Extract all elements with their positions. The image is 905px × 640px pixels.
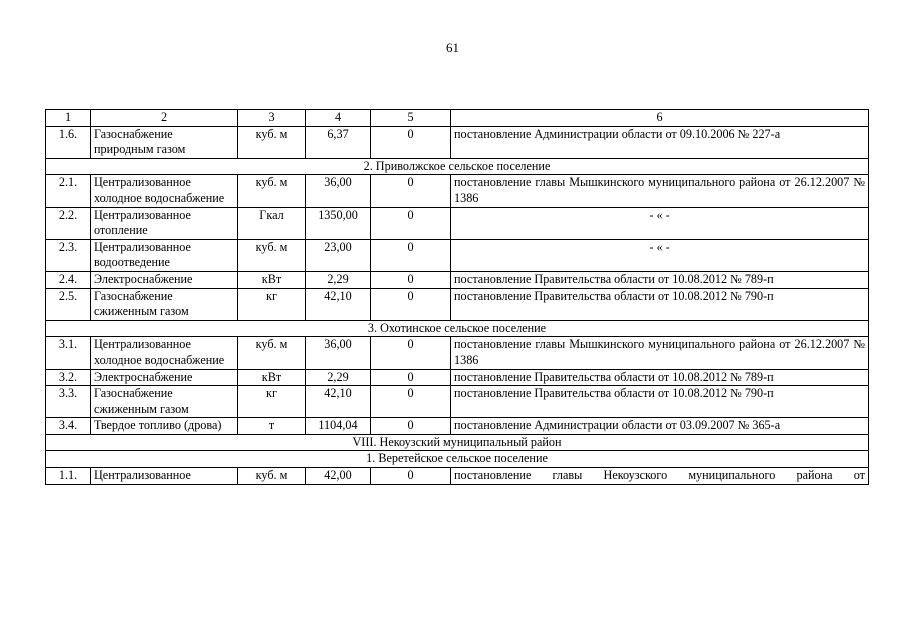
col5-cell: 0 — [371, 337, 451, 369]
col5-cell: 0 — [371, 288, 451, 320]
service-name-cell: Электроснабжение — [91, 369, 238, 386]
value-cell: 6,37 — [306, 126, 371, 158]
table-row — [46, 207, 869, 239]
value-cell: 1104,04 — [306, 418, 371, 435]
section-title: 1. Веретейское сельское поселение — [46, 451, 869, 468]
service-name-cell: Централизованное холодное водоснабжение — [91, 337, 238, 369]
row-number-cell: 2.4. — [46, 271, 91, 288]
col5-cell: 0 — [371, 239, 451, 271]
row-number-cell: 3.1. — [46, 337, 91, 369]
section-row — [46, 320, 869, 337]
unit-cell: Гкал — [238, 207, 306, 239]
unit-cell: куб. м — [238, 126, 306, 158]
section-row — [46, 158, 869, 175]
document-cell: постановление главы Мышкинского муниципального района от 26.12.2007 № 1386 — [451, 337, 869, 369]
section-title: 2. Приволжское сельское поселение — [46, 158, 869, 175]
service-name-cell: Газоснабжение сжиженным газом — [91, 386, 238, 418]
value-cell: 36,00 — [306, 337, 371, 369]
section-row — [46, 451, 869, 468]
header-cell: 6 — [451, 110, 869, 127]
value-cell: 42,00 — [306, 468, 371, 485]
header-cell: 1 — [46, 110, 91, 127]
row-number-cell: 2.3. — [46, 239, 91, 271]
table-row — [46, 337, 869, 369]
table-row — [46, 418, 869, 435]
unit-cell: куб. м — [238, 239, 306, 271]
unit-cell: кг — [238, 288, 306, 320]
tariff-table — [45, 109, 869, 485]
table-header-row — [46, 110, 869, 127]
table-row — [46, 369, 869, 386]
table-row — [46, 175, 869, 207]
value-cell: 42,10 — [306, 288, 371, 320]
unit-cell: куб. м — [238, 337, 306, 369]
row-number-cell: 2.1. — [46, 175, 91, 207]
document-cell: постановление главы Некоузского муниципального района от — [451, 468, 869, 485]
service-name-cell: Централизованное отопление — [91, 207, 238, 239]
col5-cell: 0 — [371, 386, 451, 418]
row-number-cell: 1.6. — [46, 126, 91, 158]
document-cell: постановление Правительства области от 10.08.2012 № 790-п — [451, 288, 869, 320]
header-cell: 4 — [306, 110, 371, 127]
service-name-cell: Централизованное — [91, 468, 238, 485]
document-cell: постановление Правительства области от 10.08.2012 № 789-п — [451, 369, 869, 386]
col5-cell: 0 — [371, 369, 451, 386]
document-cell: - « - — [451, 207, 869, 239]
unit-cell: кВт — [238, 271, 306, 288]
header-cell: 5 — [371, 110, 451, 127]
document-cell: - « - — [451, 239, 869, 271]
row-number-cell: 3.4. — [46, 418, 91, 435]
document-cell: постановление Правительства области от 10.08.2012 № 790-п — [451, 386, 869, 418]
value-cell: 36,00 — [306, 175, 371, 207]
document-cell: постановление Администрации области от 03.09.2007 № 365-а — [451, 418, 869, 435]
col5-cell: 0 — [371, 271, 451, 288]
col5-cell: 0 — [371, 126, 451, 158]
service-name-cell: Электроснабжение — [91, 271, 238, 288]
service-name-cell: Газоснабжение сжиженным газом — [91, 288, 238, 320]
document-cell: постановление Администрации области от 09.10.2006 № 227-а — [451, 126, 869, 158]
unit-cell: куб. м — [238, 468, 306, 485]
service-name-cell: Газоснабжение природным газом — [91, 126, 238, 158]
row-number-cell: 3.3. — [46, 386, 91, 418]
table-row — [46, 271, 869, 288]
value-cell: 1350,00 — [306, 207, 371, 239]
service-name-cell: Централизованное холодное водоснабжение — [91, 175, 238, 207]
value-cell: 42,10 — [306, 386, 371, 418]
table-row — [46, 239, 869, 271]
col5-cell: 0 — [371, 207, 451, 239]
row-number-cell: 3.2. — [46, 369, 91, 386]
unit-cell: кВт — [238, 369, 306, 386]
col5-cell: 0 — [371, 175, 451, 207]
value-cell: 2,29 — [306, 271, 371, 288]
document-cell: постановление Правительства области от 10.08.2012 № 789-п — [451, 271, 869, 288]
unit-cell: кг — [238, 386, 306, 418]
table-row — [46, 468, 869, 485]
row-number-cell: 1.1. — [46, 468, 91, 485]
service-name-cell: Централизованное водоотведение — [91, 239, 238, 271]
row-number-cell: 2.5. — [46, 288, 91, 320]
section-row — [46, 434, 869, 451]
section-title: VIII. Некоузский муниципальный район — [46, 434, 869, 451]
row-number-cell: 2.2. — [46, 207, 91, 239]
table-row — [46, 288, 869, 320]
section-title: 3. Охотинское сельское поселение — [46, 320, 869, 337]
col5-cell: 0 — [371, 468, 451, 485]
value-cell: 2,29 — [306, 369, 371, 386]
table-row — [46, 386, 869, 418]
table-body — [46, 110, 869, 485]
document-cell: постановление главы Мышкинского муниципального района от 26.12.2007 № 1386 — [451, 175, 869, 207]
table-row — [46, 126, 869, 158]
unit-cell: т — [238, 418, 306, 435]
service-name-cell: Твердое топливо (дрова) — [91, 418, 238, 435]
col5-cell: 0 — [371, 418, 451, 435]
header-cell: 2 — [91, 110, 238, 127]
header-cell: 3 — [238, 110, 306, 127]
page-number: 61 — [446, 40, 459, 55]
value-cell: 23,00 — [306, 239, 371, 271]
unit-cell: куб. м — [238, 175, 306, 207]
